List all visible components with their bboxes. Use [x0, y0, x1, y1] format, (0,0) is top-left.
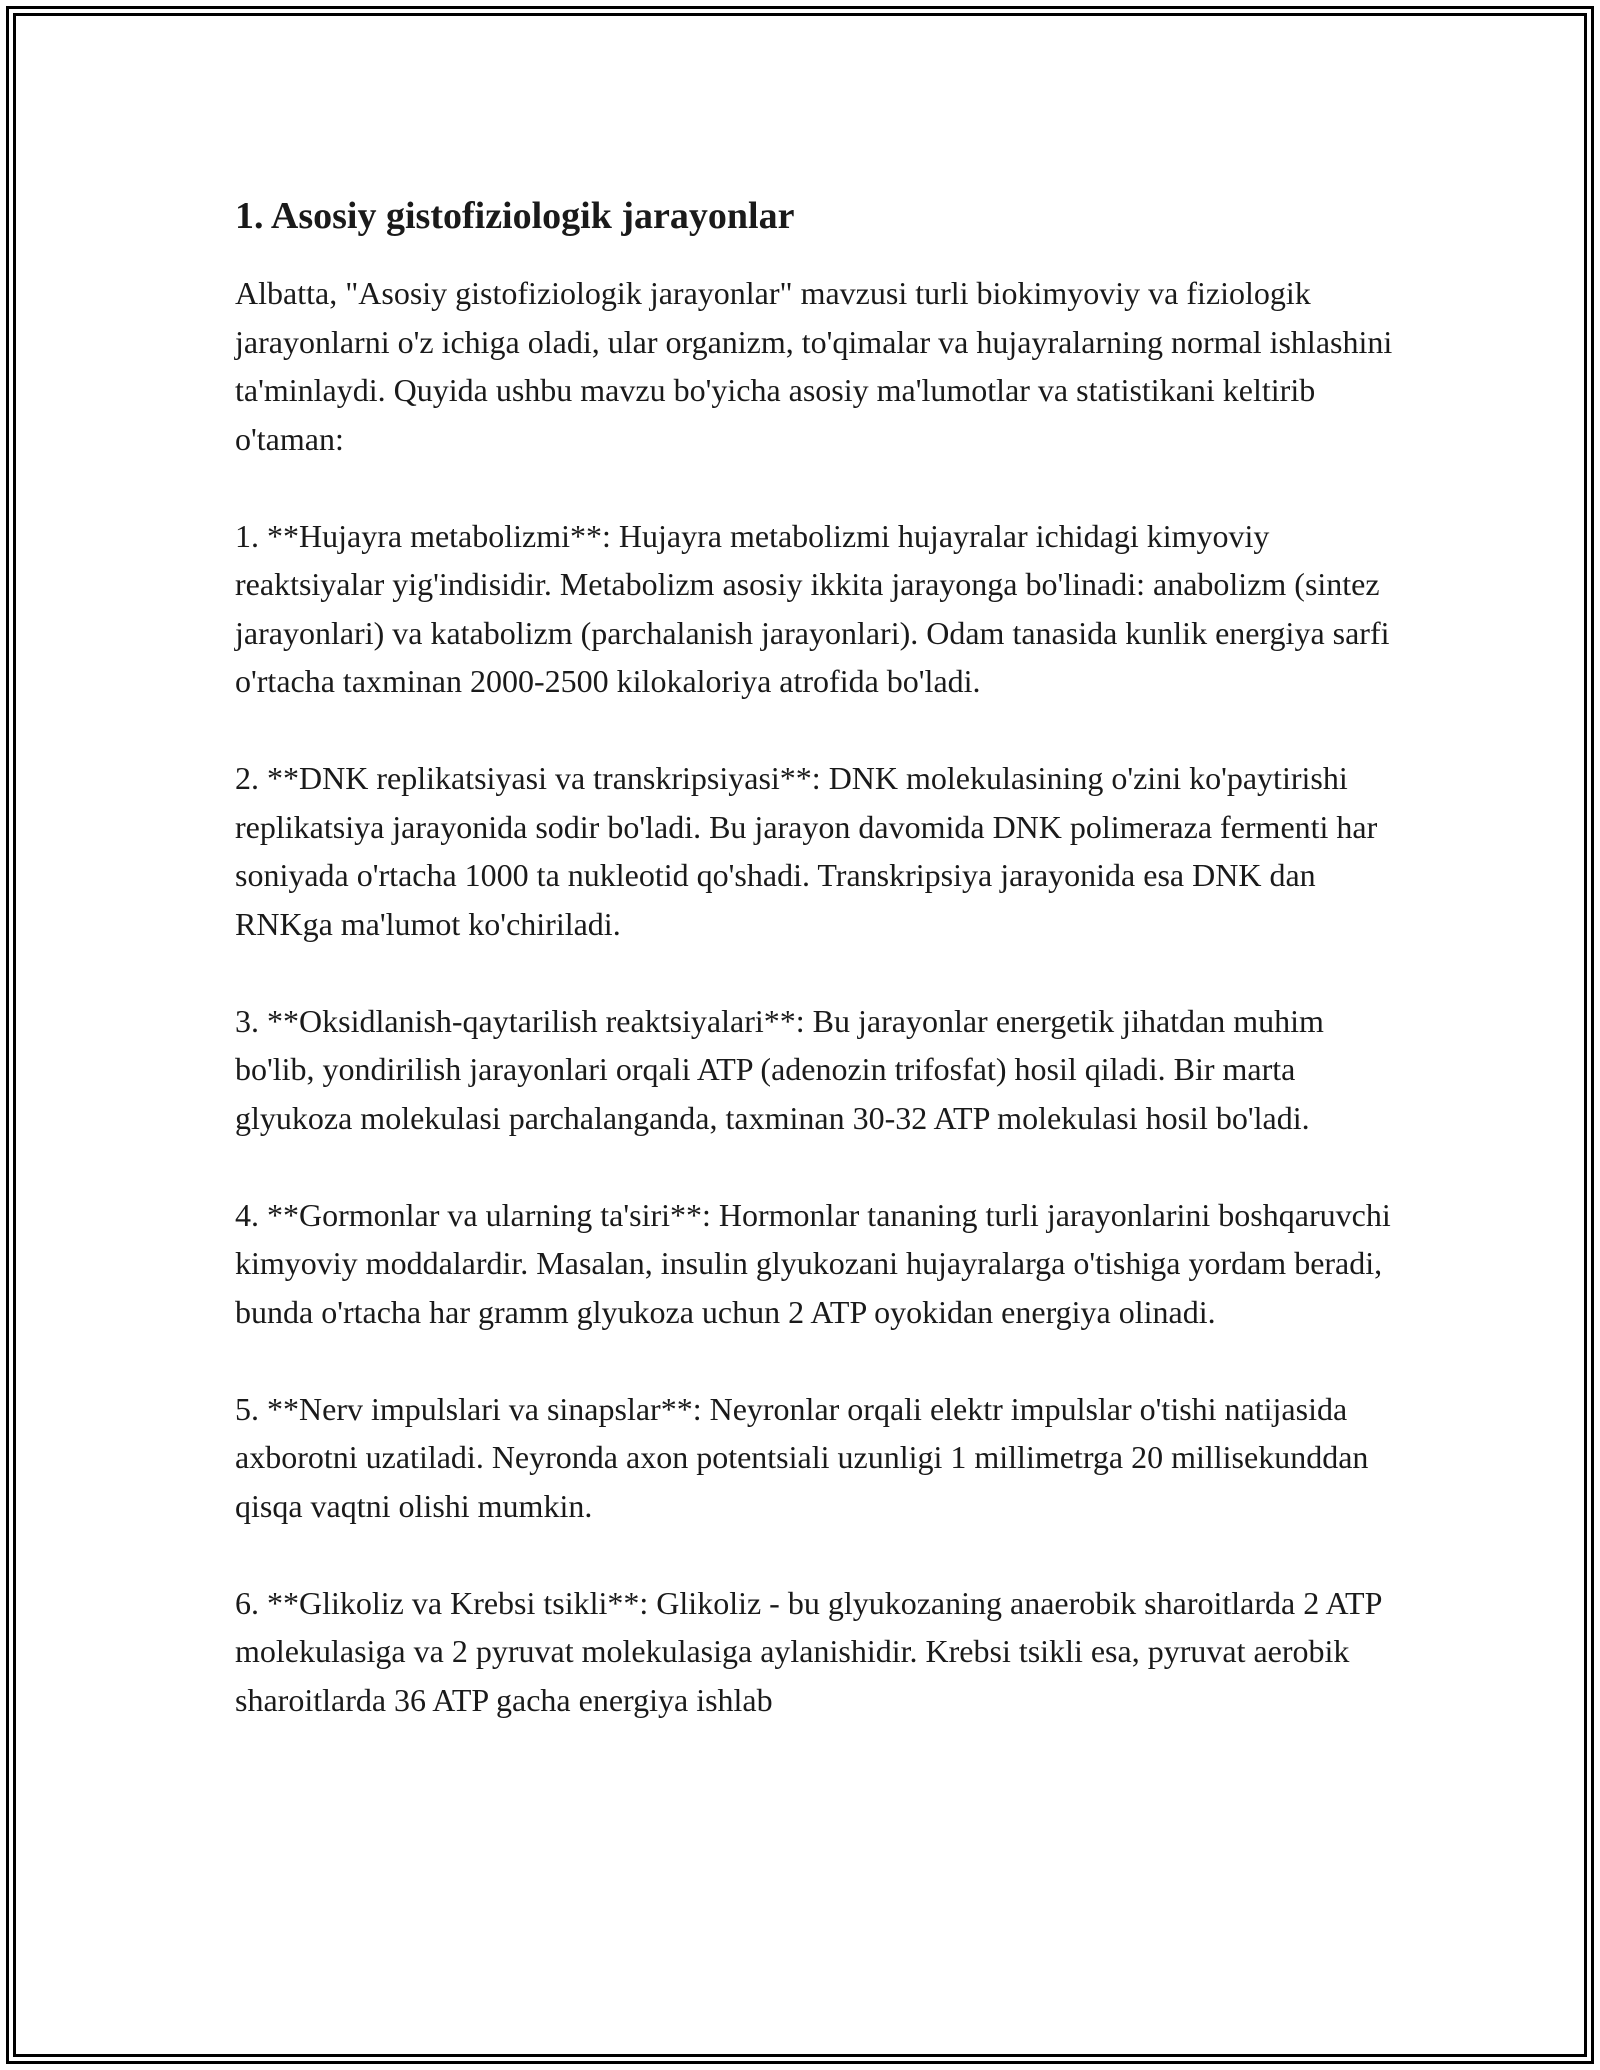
- section-title: 1. Asosiy gistofiziologik jarayonlar: [235, 195, 795, 237]
- paragraph-dna-replication: 2. **DNK replikatsiyasi va transkripsiyasi**: DNK molekulasining o'zini ko'paytirishi replikatsiya jarayonida sodir bo'ladi. Bu jarayon davomida DNK polimeraza fermenti har soniyada o'rtacha 1000 ta nukleotid qo'shadi. Transkripsiya jarayonida esa DNK dan RNKga ma'lumot ko'chiriladi.: [235, 760, 1378, 942]
- paragraph-cell-metabolism: 1. **Hujayra metabolizmi**: Hujayra metabolizmi hujayralar ichidagi kimyoviy reaktsiyalar yig'indisidir. Metabolizm asosiy ikkita jarayonga bo'linadi: anabolizm (sintez jarayonlari) va katabolizm (parchalanish jarayonlari). Odam tanasida kunlik energiya sarfi o'rtacha taxminan 2000-2500 kilokaloriya atrofida bo'ladi.: [235, 517, 1390, 699]
- paragraph-hormones: 4. **Gormonlar va ularning ta'siri**: Hormonlar tananing turli jarayonlarini boshqaruvchi kimyoviy moddalardir. Masalan, insulin glyukozani hujayralarga o'tishiga yordam beradi, bunda o'rtacha har gramm glyukoza uchun 2 ATP oyokidan energiya olinadi.: [235, 1196, 1391, 1330]
- paragraph-glycolysis: 6. **Glikoliz va Krebsi tsikli**: Glikoliz - bu glyukozaning anaerobik sharoitlarda 2 ATP molekulasiga va 2 pyruvat molekulasiga aylanishidir. Krebsi tsikli esa, pyruvat aerobik sharoitlarda 36 ATP gacha energiya ishlab: [235, 1584, 1382, 1718]
- paragraph-nerve-impulses: 5. **Nerv impulslari va sinapslar**: Neyronlar orqali elektr impulslar o'tishi natijasida axborotni uzatiladi. Neyronda axon potentsiali uzunligi 1 millimetrga 20 millisekunddan qisqa vaqtni olishi mumkin.: [235, 1390, 1369, 1524]
- paragraph-redox-reactions: 3. **Oksidlanish-qaytarilish reaktsiyalari**: Bu jarayonlar energetik jihatdan muhim bo'lib, yondirilish jarayonlari orqali ATP (adenozin trifosfat) hosil qiladi. Bir marta glyukoza molekulasi parchalanganda, taxminan 30-32 ATP molekulasi hosil bo'ladi.: [235, 1002, 1324, 1136]
- document-body: [235, 185, 1395, 1773]
- intro-paragraph: Albatta, "Asosiy gistofiziologik jarayonlar" mavzusi turli biokimyoviy va fiziologik jarayonlarni o'z ichiga oladi, ular organizm, to'qimalar va hujayralarning normal ishlashini ta'minlaydi. Quyida ushbu mavzu bo'yicha asosiy ma'lumotlar va statistikani keltirib o'taman:: [235, 275, 1393, 457]
